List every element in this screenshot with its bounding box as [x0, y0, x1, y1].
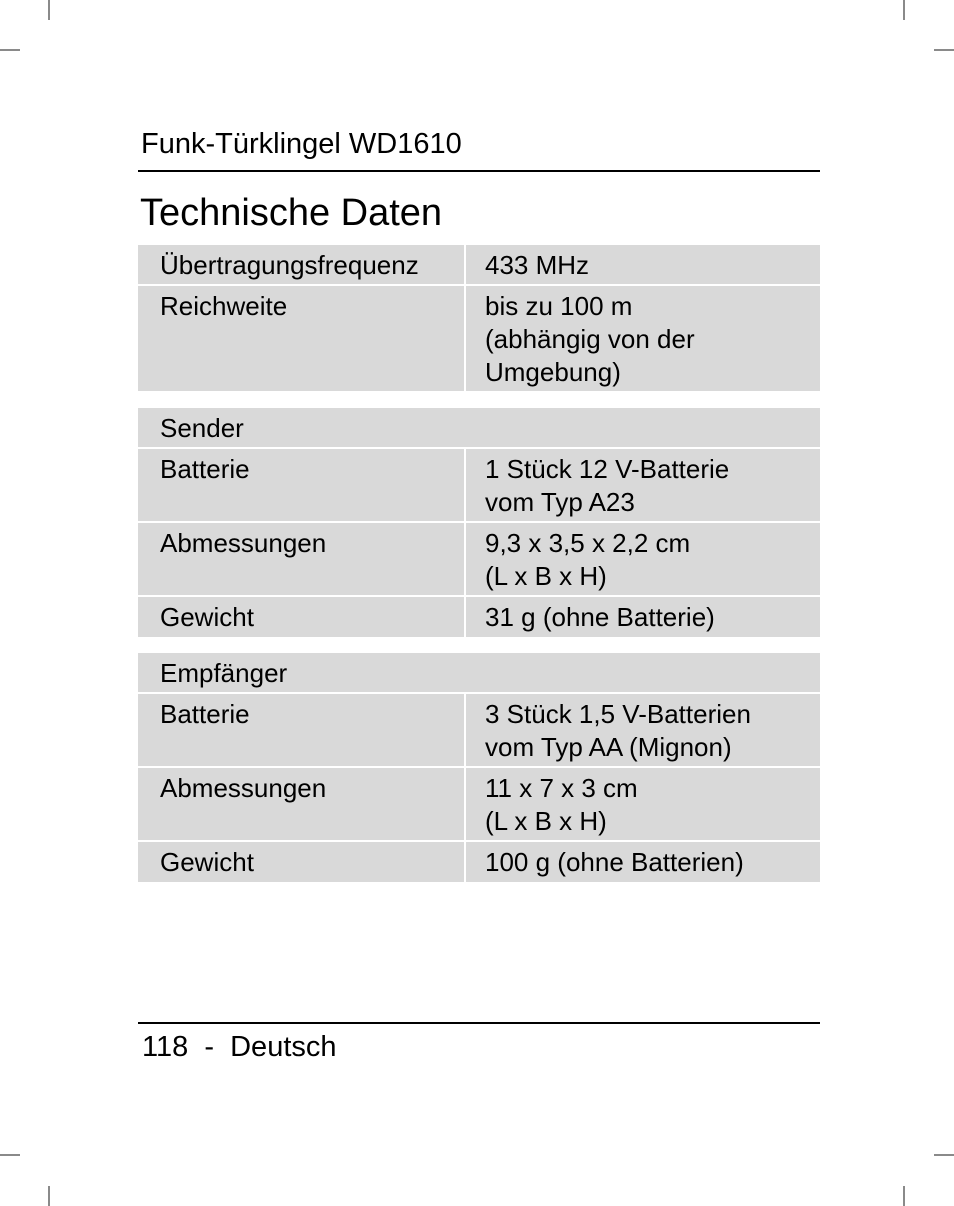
- row-value: bis zu 100 m (abhängig von der Umgebung): [485, 291, 695, 387]
- table-row: [138, 842, 820, 882]
- row-label: Übertragungsfrequenz: [138, 245, 466, 284]
- crop-mark: [0, 49, 20, 51]
- table-row: [138, 597, 820, 637]
- row-label: Abmessungen: [138, 523, 466, 595]
- general-table: [138, 245, 820, 391]
- crop-mark: [903, 0, 905, 20]
- row-value: 433 MHz: [485, 250, 590, 280]
- crop-mark: [48, 1186, 50, 1206]
- row-label: Gewicht: [138, 597, 466, 637]
- table-section-heading: [138, 408, 820, 449]
- table-row: [138, 768, 820, 842]
- crop-mark: [934, 1154, 954, 1156]
- receiver-table: [138, 653, 820, 882]
- row-value: 9,3 x 3,5 x 2,2 cm (L x B x H): [485, 528, 691, 591]
- crop-mark: [0, 1154, 20, 1156]
- page-footer: 118 - Deutsch: [142, 1031, 337, 1063]
- footer-rule: [138, 1022, 820, 1024]
- sender-heading: Sender: [160, 413, 244, 443]
- row-label: Batterie: [138, 694, 466, 766]
- table-row: [138, 449, 820, 523]
- row-label: Abmessungen: [138, 768, 466, 840]
- crop-mark: [903, 1186, 905, 1206]
- row-label: Gewicht: [138, 842, 466, 882]
- sender-table: [138, 408, 820, 637]
- table-section-heading: [138, 653, 820, 694]
- table-row: [138, 245, 820, 286]
- table-row: [138, 523, 820, 597]
- section-title: Technische Daten: [140, 192, 443, 234]
- receiver-heading: Empfänger: [160, 658, 288, 688]
- row-label: Reichweite: [138, 286, 466, 391]
- row-value: 31 g (ohne Batterie): [485, 602, 715, 632]
- crop-mark: [48, 0, 50, 20]
- row-value: 11 x 7 x 3 cm (L x B x H): [485, 773, 638, 836]
- header-title: Funk-Türklingel WD1610: [141, 128, 462, 160]
- row-value: 100 g (ohne Batterien): [485, 847, 744, 877]
- table-row: [138, 286, 820, 391]
- row-label: Batterie: [138, 449, 466, 521]
- crop-mark: [934, 49, 954, 51]
- table-row: [138, 694, 820, 768]
- row-value: 1 Stück 12 V-Batterie vom Typ A23: [485, 454, 730, 517]
- row-value: 3 Stück 1,5 V-Batterien vom Typ AA (Mignon): [485, 699, 751, 762]
- header-rule: [138, 170, 820, 172]
